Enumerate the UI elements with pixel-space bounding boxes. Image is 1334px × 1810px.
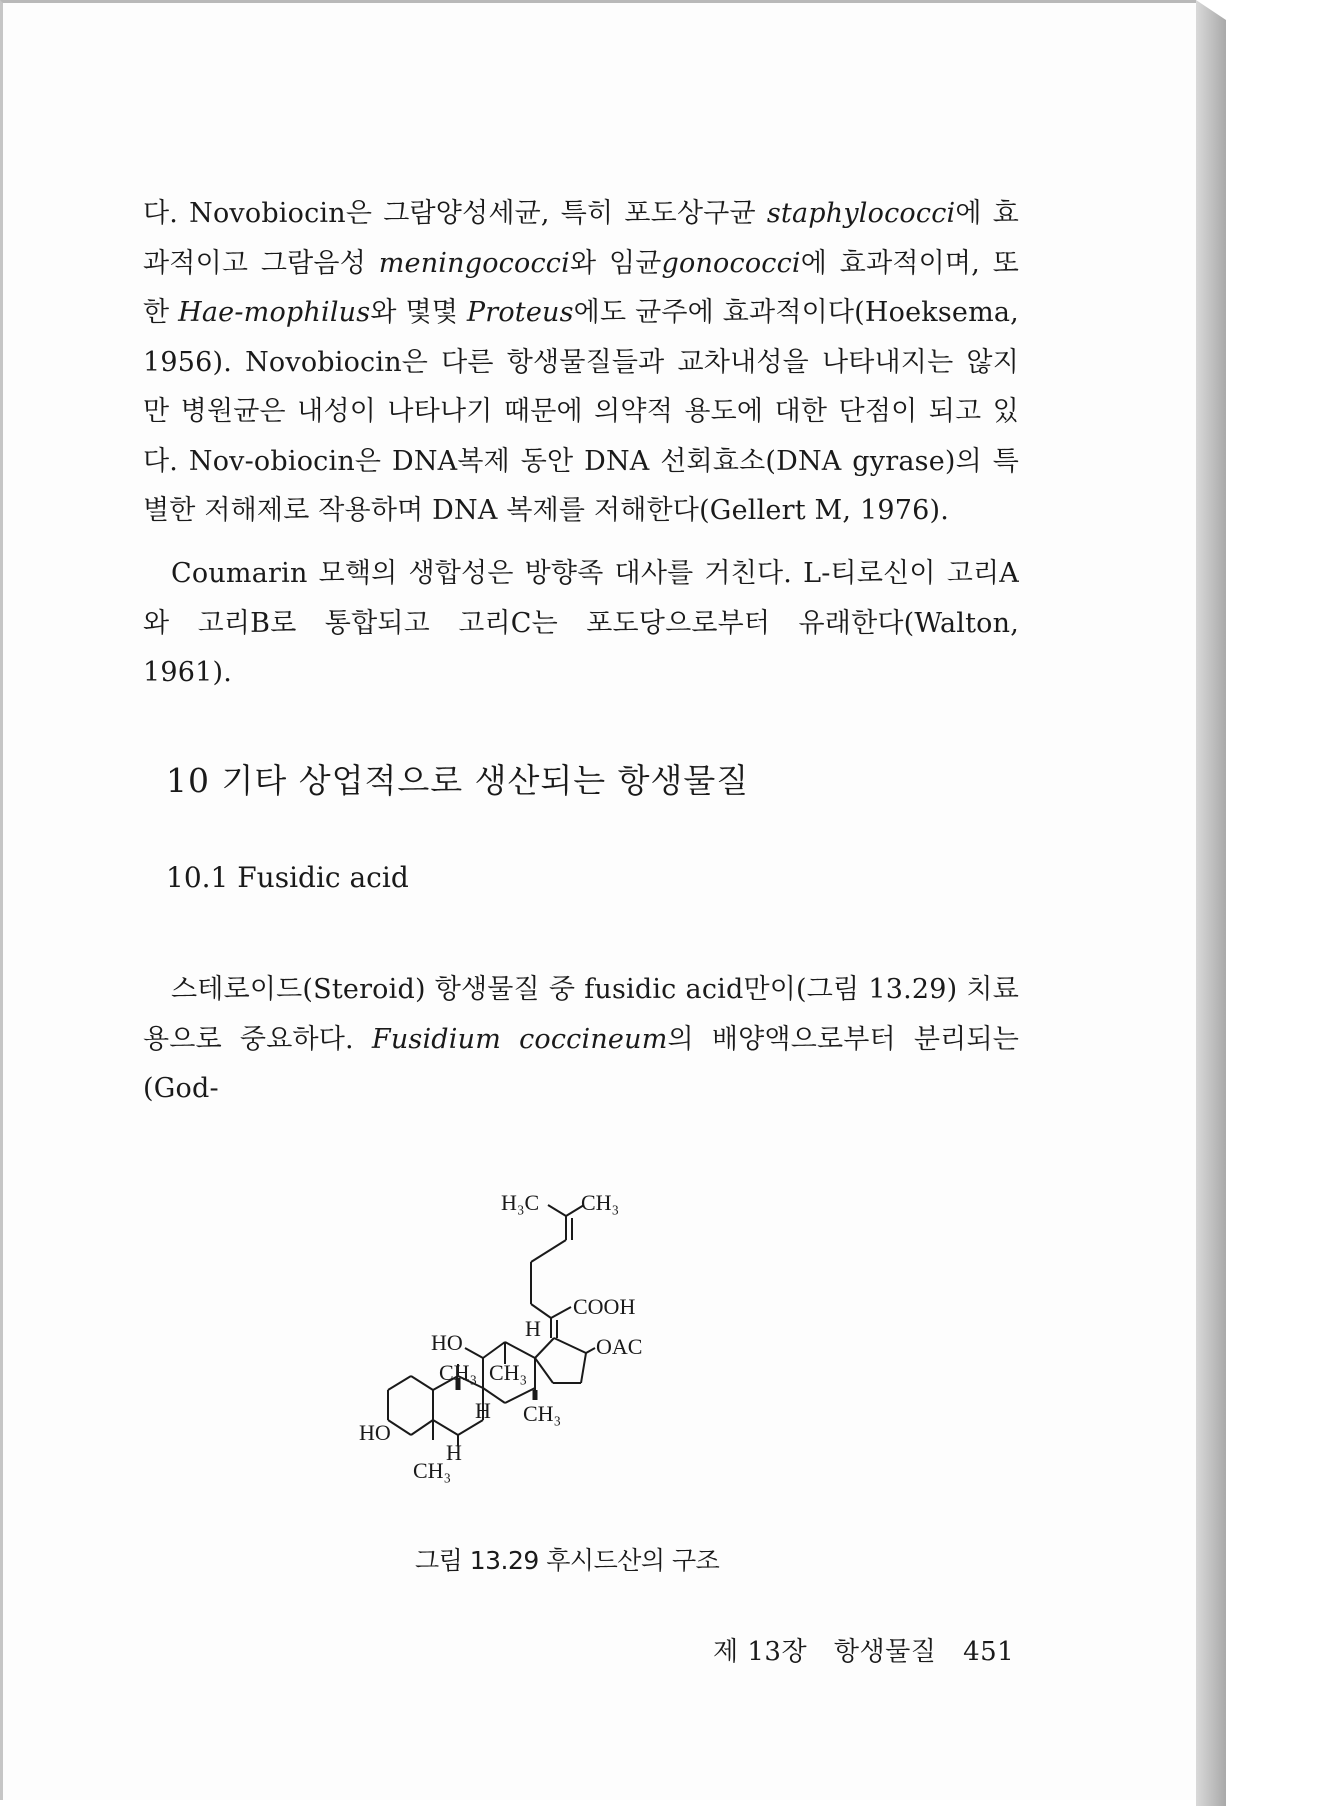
ho-c11-label: HO <box>431 1330 463 1355</box>
ch3-c14-label: CH₃ <box>523 1401 562 1426</box>
structure-bonds <box>388 1205 595 1446</box>
novobiocin-paragraph <box>143 189 1019 536</box>
coumarin-paragraph <box>143 549 1019 698</box>
h-c5-label: H <box>446 1440 462 1465</box>
h3c-label: H₃C <box>501 1190 540 1215</box>
fusidic-acid-structure-figure <box>359 1178 763 1518</box>
chemical-structure-diagram <box>359 1178 763 1518</box>
text-segment: 와 임균 <box>569 247 662 279</box>
text-segment: 의 배양액으로부터 분리되는(God- <box>143 1023 1020 1104</box>
text-segment: Coumarin 모핵의 생합성은 방향족 대사를 거친다. L-티로신이 고리A와 고리B로 통합되고 고리C는 포도당으로부터 유래한다(Walton, 1961). <box>143 558 1019 688</box>
footer-chapter: 제 13장 <box>713 1637 808 1667</box>
page-edge <box>1196 0 1226 1806</box>
text-segment: 에도 균주에 효과적이다(Hoeksema, 1956). Novobiocin은 다른 항생물질들과 교차내성을 나타내지는 않지만 병원균은 내성이 나타나기 때문에 의약적 용도에 대한 단점이 되고 있다. Nov-obiocin은 DNA복제 동안 DNA 선회효소(DNA gyrase)의 특별한 저해제로 작용하며 DNA 복제를 저해한다(Gellert M, 1976). <box>143 297 1019 526</box>
text-segment: 에 효과적이고 그람음성 <box>143 198 1019 279</box>
cooh-label: COOH <box>573 1294 636 1319</box>
italic-term: meningococci <box>378 247 570 279</box>
text-segment: 에 효과적이며, 또한 <box>143 247 1020 328</box>
structure-labels <box>359 1190 642 1483</box>
h-c9-label: H <box>475 1398 491 1423</box>
section-heading: 10 기타 상업적으로 생산되는 항생물질 <box>166 761 750 800</box>
italic-term: Proteus <box>466 297 574 328</box>
subsection-heading: 10.1 Fusidic acid <box>166 861 409 894</box>
italic-term: Hae-mophilus <box>178 297 371 328</box>
ch3-c10-label: CH₃ <box>439 1360 478 1385</box>
italic-term: Fusidium coccineum <box>371 1023 668 1055</box>
ch3-c13-label: CH₃ <box>489 1360 528 1385</box>
page-footer <box>713 1631 1032 1668</box>
ch3-c4-label: CH₃ <box>413 1458 452 1483</box>
paragraph-text <box>143 189 1019 536</box>
page-number: 451 <box>963 1637 1015 1667</box>
text-segment: 다. Novobiocin은 그람양성세균, 특히 포도상구균 <box>143 198 767 229</box>
text-segment: 스테로이드(Steroid) 항생물질 중 fusidic acid만이(그림 13.29) 치료용으로 중요하다. <box>143 974 1019 1055</box>
ch3-top-label: CH₃ <box>581 1190 620 1215</box>
steroid-paragraph <box>143 965 1019 1114</box>
oac-label: OAC <box>596 1334 643 1359</box>
italic-term: gonococci <box>661 247 801 279</box>
footer-title: 항생물질 <box>833 1637 937 1667</box>
italic-term: staphylococci <box>766 198 956 229</box>
paragraph-text <box>143 549 1019 698</box>
figure-caption: 그림 13.29 후시드산의 구조 <box>415 1546 720 1575</box>
ho-c3-label: HO <box>359 1420 391 1445</box>
h-c17-label: H <box>525 1316 541 1341</box>
text-segment: 와 몇몇 <box>370 297 467 328</box>
paragraph-text <box>143 965 1019 1114</box>
